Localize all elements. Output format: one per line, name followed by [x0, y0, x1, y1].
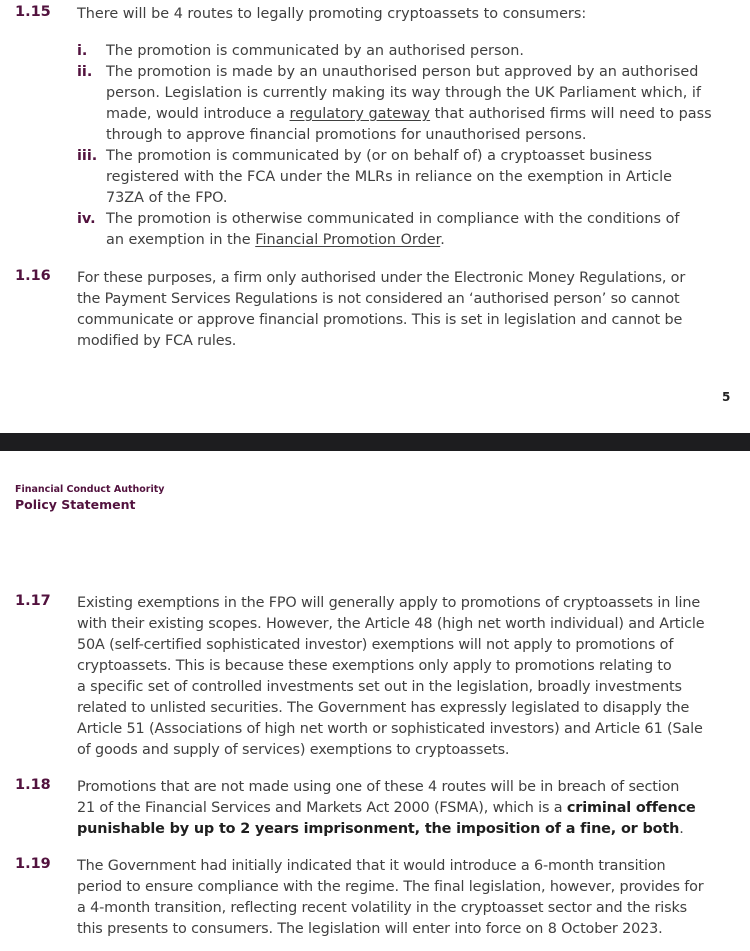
paragraph-line: The Government had initially indicated that it would introduce a 6-month transition — [77, 858, 666, 874]
paragraph-line: related to unlisted securities. The Government has expressly legislated to disapply the — [77, 700, 690, 716]
regulatory-gateway-link[interactable]: regulatory gateway — [289, 106, 431, 122]
list-line: registered with the FCA under the MLRs in reliance on the exemption in Article — [106, 169, 672, 185]
penalty-emphasis: punishable by up to 2 years imprisonment, the imposition of a fine, or both — [77, 821, 680, 837]
paragraph-line: a specific set of controlled investments set out in the legislation, broadly investments — [77, 679, 682, 695]
paragraph-1-19 — [77, 856, 745, 940]
paragraph-line: with their existing scopes. However, the Article 48 (high net worth individual) and Article — [77, 616, 705, 632]
paragraph-1-18 — [77, 777, 745, 840]
page-divider — [0, 433, 750, 451]
paragraph-line: the Payment Services Regulations is not considered an ‘authorised person’ so cannot — [77, 291, 680, 307]
list-line: The promotion is communicated by (or on behalf of) a cryptoasset business — [106, 148, 653, 164]
list-line: person. Legislation is currently making its way through the UK Parliament which, if — [106, 85, 701, 101]
page-number: 5 — [722, 390, 731, 404]
document-type: Policy Statement — [15, 497, 136, 512]
list-marker: iv. — [77, 211, 96, 227]
paragraph-line — [77, 819, 745, 840]
list-line: The promotion is made by an unauthorised person but approved by an authorised — [106, 64, 699, 80]
list-line: through to approve financial promotions for unauthorised persons. — [106, 127, 587, 143]
list-line — [106, 104, 746, 125]
paragraph-line — [77, 798, 745, 819]
paragraph-line: cryptoassets. This is because these exemptions only apply to promotions relating to — [77, 658, 672, 674]
paragraph-line: communicate or approve financial promotions. This is set in legislation and cannot be — [77, 312, 683, 328]
paragraph-text: 21 of the Financial Services and Markets Act 2000 (FSMA), which is a — [77, 800, 567, 816]
list-marker: ii. — [77, 64, 93, 80]
paragraph-line: period to ensure compliance with the regime. The final legislation, however, provides for — [77, 879, 704, 895]
paragraph-1-17 — [77, 593, 745, 761]
list-line — [106, 230, 746, 251]
paragraph-number: 1.18 — [15, 777, 51, 793]
paragraph-line: For these purposes, a firm only authorised under the Electronic Money Regulations, or — [77, 270, 686, 286]
paragraph-1-16 — [77, 268, 745, 352]
paragraph-number: 1.15 — [15, 4, 51, 20]
paragraph-number: 1.16 — [15, 268, 51, 284]
paragraph-line: modified by FCA rules. — [77, 333, 237, 349]
paragraph-line: Existing exemptions in the FPO will generally apply to promotions of cryptoassets in line — [77, 595, 701, 611]
financial-promotion-order-link[interactable]: Financial Promotion Order — [255, 232, 441, 248]
paragraph-number: 1.17 — [15, 593, 51, 609]
document-page-bottom — [0, 451, 750, 951]
list-line: 73ZA of the FPO. — [106, 190, 228, 206]
paragraph-line: a 4-month transition, reflecting recent volatility in the cryptoasset sector and the risks — [77, 900, 688, 916]
list-text: an exemption in the — [106, 232, 256, 248]
list-text: made, would introduce a — [106, 106, 290, 122]
paragraph-text: . — [679, 821, 684, 837]
list-text: . — [440, 232, 445, 248]
paragraph-line: this presents to consumers. The legislation will enter into force on 8 October 2023. — [77, 921, 663, 937]
document-page-top — [0, 0, 750, 433]
paragraph-line: Promotions that are not made using one of these 4 routes will be in breach of section — [77, 779, 680, 795]
paragraph-line: Article 51 (Associations of high net worth or sophisticated investors) and Article 61 (Sale — [77, 721, 703, 737]
list-line: The promotion is communicated by an authorised person. — [106, 43, 524, 59]
list-text: that authorised firms will need to pass — [430, 106, 712, 122]
paragraph-line: of goods and supply of services) exemptions to cryptoassets. — [77, 742, 510, 758]
list-line: The promotion is otherwise communicated in compliance with the conditions of — [106, 211, 680, 227]
criminal-offence-emphasis: criminal offence — [566, 800, 696, 816]
organisation-name: Financial Conduct Authority — [15, 484, 165, 495]
list-marker: iii. — [77, 148, 98, 164]
paragraph-1-15-intro: There will be 4 routes to legally promoting cryptoassets to consumers: — [77, 6, 587, 22]
paragraph-line: 50A (self-certified sophisticated investor) exemptions will not apply to promotions of — [77, 637, 674, 653]
list-marker: i. — [77, 43, 88, 59]
paragraph-number: 1.19 — [15, 856, 51, 872]
